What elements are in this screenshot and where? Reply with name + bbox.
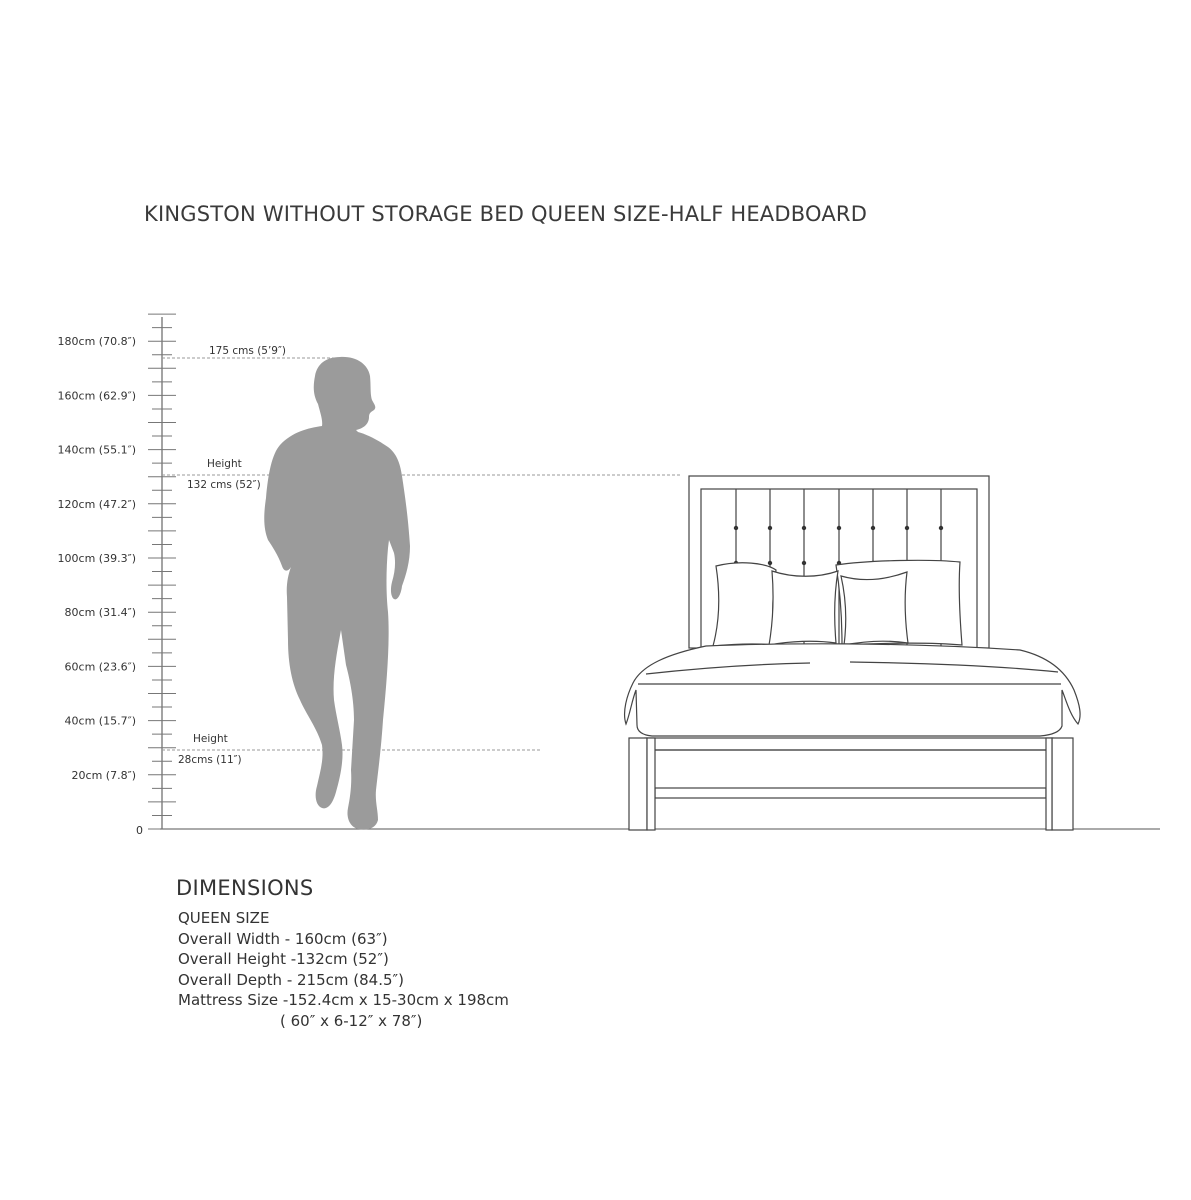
ruler-label: 60cm (23.6″) (64, 660, 136, 674)
duvet (625, 644, 1081, 736)
ruler-label: 40cm (15.7″) (64, 714, 136, 728)
ruler-label: 100cm (39.3″) (57, 552, 136, 565)
bed-leg-right-inner (1046, 738, 1052, 830)
dimensions-width: Overall Width - 160cm (63″) (178, 929, 388, 948)
frame-height-label: Height (193, 733, 228, 745)
height-ruler (58, 314, 176, 837)
headboard-height-label: Height (207, 458, 242, 470)
headboard-height-value: 132 cms (52″) (187, 479, 261, 491)
frame-height-value: 28cms (11″) (178, 754, 242, 766)
bed-leg-right (1052, 738, 1073, 830)
dimensions-block (176, 876, 509, 1031)
dimensions-heading: DIMENSIONS (176, 876, 314, 900)
bed-leg-left (629, 738, 647, 830)
ruler-label: 140cm (55.1″) (57, 443, 136, 457)
ruler-label: 80cm (31.4″) (64, 606, 136, 620)
bed-frame-lower-rail (655, 788, 1046, 798)
ruler-zero-label: 0 (136, 824, 143, 837)
dimensions-mattress: Mattress Size -152.4cm x 15-30cm x 198cm (178, 991, 509, 1009)
dimensions-mattress-inches: ( 60″ x 6-12″ x 78″) (280, 1011, 423, 1030)
diagram-title: KINGSTON WITHOUT STORAGE BED QUEEN SIZE-HALF HEADBOARD (144, 202, 868, 226)
person-silhouette-icon (264, 357, 410, 830)
dimensions-depth: Overall Depth - 215cm (84.5″) (178, 970, 404, 989)
ruler-label: 120cm (47.2″) (57, 497, 136, 511)
pillow-front-left (769, 571, 838, 645)
pillow-front-right (841, 572, 908, 645)
dimensions-height: Overall Height -132cm (52″) (178, 950, 389, 968)
person-height-label: 175 cms (5’9″) (209, 345, 287, 357)
dimensions-size: QUEEN SIZE (178, 909, 270, 927)
bed-frame-rail (645, 738, 1053, 750)
bed-illustration (625, 476, 1081, 830)
pillow-back-left (713, 563, 776, 646)
ruler-label: 20cm (7.8″) (71, 768, 136, 782)
ruler-label: 180cm (70.8″) (57, 335, 136, 349)
ruler-label: 160cm (62.9″) (57, 389, 136, 403)
bed-leg-left-inner (647, 738, 655, 830)
